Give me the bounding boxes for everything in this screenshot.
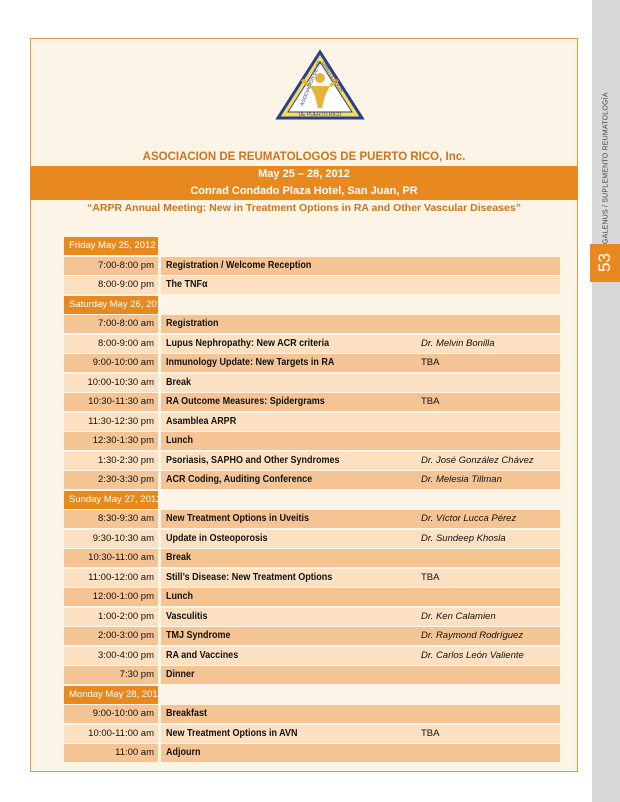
session-title: Update in Osteoporosis: [166, 532, 268, 544]
schedule-row: [64, 549, 560, 567]
day-label: Sunday May 27, 2012: [64, 491, 158, 509]
session-details: [161, 569, 560, 587]
meeting-subtitle: “ARPR Annual Meeting: New in Treatment Options in RA and Other Vascular Diseases”: [87, 202, 521, 214]
session-details: [161, 354, 560, 372]
session-title: New Treatment Options in Uveitis: [166, 513, 310, 524]
session-details: [161, 510, 560, 528]
organization-name: ASOCIACION DE REUMATOLOGOS DE PUERTO RICO, Inc.: [142, 151, 466, 163]
session-title: Break: [166, 376, 192, 388]
page-number: 53: [590, 244, 620, 282]
logo-arc-text: ASOCIACION DE REUMATOLOGOS: [299, 59, 345, 107]
session-details: [161, 666, 560, 684]
day-header: [64, 237, 560, 255]
schedule-row: [64, 432, 560, 450]
session-title: RA Outcome Measures: Spidergrams: [166, 396, 325, 407]
session-title: The TNFα: [166, 279, 208, 290]
session-time: 10:30-11:00 am: [64, 549, 158, 567]
session-time: 10:30-11:30 am: [64, 393, 158, 411]
session-speaker: Dr. Sundeep Khosla: [421, 532, 506, 544]
session-speaker: TBA: [421, 396, 440, 407]
schedule-row: [64, 608, 560, 626]
meeting-venue: Conrad Condado Plaza Hotel, San Juan, PR: [190, 185, 418, 197]
session-time: 9:00-10:00 am: [64, 354, 158, 372]
session-details: [161, 530, 560, 548]
logo-bottom-text: DE PUERTO RICO: [298, 112, 342, 118]
session-time: 10:00-11:00 am: [64, 725, 158, 743]
session-speaker: Dr. Víctor Lucca Pérez: [421, 513, 517, 524]
association-logo: [270, 48, 370, 132]
session-title: Lunch: [166, 435, 193, 446]
day-label: Friday May 25, 2012: [64, 237, 158, 255]
schedule-row: [64, 725, 560, 743]
session-title: Breakfast: [166, 708, 208, 719]
session-details: [161, 257, 560, 275]
session-speaker: TBA: [421, 571, 440, 583]
session-details: [161, 705, 560, 723]
schedule-row: [64, 471, 560, 489]
session-title: Vasculitis: [166, 610, 208, 622]
running-header: GALENUS / SUPLEMENTO REUMATOLOGÍA: [602, 92, 610, 244]
schedule-row: [64, 315, 560, 333]
session-details: [161, 725, 560, 743]
session-time: 7:00-8:00 pm: [64, 257, 158, 275]
session-details: [161, 432, 560, 450]
schedule-row: [64, 744, 560, 762]
session-title: Registration / Welcome Reception: [166, 259, 312, 271]
session-speaker: TBA: [421, 357, 440, 368]
session-time: 2:30-3:30 pm: [64, 471, 158, 489]
schedule-row: [64, 627, 560, 645]
schedule-row: [64, 705, 560, 723]
session-details: [161, 335, 560, 353]
session-time: 11:00 am: [64, 744, 158, 762]
schedule-row: [64, 588, 560, 606]
session-details: [161, 647, 560, 665]
session-speaker: Dr. Melvin Bonilla: [421, 337, 495, 349]
session-time: 10:00-10:30 am: [64, 374, 158, 392]
session-title: Dinner: [166, 669, 195, 680]
session-title: Break: [166, 552, 192, 563]
session-title: Registration: [166, 318, 219, 329]
schedule-row: [64, 413, 560, 431]
schedule-row: [64, 530, 560, 548]
session-details: [161, 471, 560, 489]
session-title: Asamblea ARPR: [166, 415, 237, 427]
session-title: ACR Coding, Auditing Conference: [166, 474, 313, 485]
session-title: Still’s Disease: New Treatment Options: [166, 571, 333, 583]
schedule-row: [64, 452, 560, 470]
session-details: [161, 315, 560, 333]
schedule-row: [64, 257, 560, 275]
session-time: 11:30-12:30 pm: [64, 413, 158, 431]
session-time: 9:30-10:30 am: [64, 530, 158, 548]
session-time: 8:30-9:30 am: [64, 510, 158, 528]
session-time: 3:00-4:00 pm: [64, 647, 158, 665]
schedule-row: [64, 354, 560, 372]
schedule-row: [64, 666, 560, 684]
day-header: [64, 296, 560, 314]
session-title: Adjourn: [166, 747, 201, 758]
day-label: Monday May 28, 2012: [64, 686, 158, 704]
session-time: 11:00-12:00 am: [64, 569, 158, 587]
schedule-row: [64, 647, 560, 665]
session-speaker: Dr. Carlos León Valiente: [421, 649, 524, 661]
session-details: [161, 374, 560, 392]
schedule-row: [64, 335, 560, 353]
session-details: [161, 744, 560, 762]
day-header: [64, 491, 560, 509]
session-title: Lunch: [166, 591, 193, 602]
session-speaker: Dr. Ken Calamien: [421, 610, 496, 622]
session-speaker: TBA: [421, 727, 440, 739]
session-title: New Treatment Options in AVN: [166, 727, 298, 739]
session-details: [161, 627, 560, 645]
session-speaker: Dr. Raymond Rodríguez: [421, 630, 524, 641]
schedule-row: [64, 276, 560, 294]
session-time: 8:00-9:00 am: [64, 335, 158, 353]
session-time: 12:30-1:30 pm: [64, 432, 158, 450]
day-label: Saturday May 26, 2012: [64, 296, 158, 314]
schedule-row: [64, 569, 560, 587]
session-title: TMJ Syndrome: [166, 630, 231, 641]
session-time: 7:30 pm: [64, 666, 158, 684]
session-details: [161, 276, 560, 294]
session-time: 8:00-9:00 pm: [64, 276, 158, 294]
schedule-row: [64, 374, 560, 392]
session-time: 12:00-1:00 pm: [64, 588, 158, 606]
session-time: 7:00-8:00 am: [64, 315, 158, 333]
schedule-row: [64, 510, 560, 528]
session-time: 2:00-3:00 pm: [64, 627, 158, 645]
session-title: Inmunology Update: New Targets in RA: [166, 357, 335, 368]
session-time: 1:30-2:30 pm: [64, 452, 158, 470]
session-time: 9:00-10:00 am: [64, 705, 158, 723]
session-details: [161, 549, 560, 567]
session-details: [161, 588, 560, 606]
schedule-table: [64, 237, 560, 764]
session-title: Psoriasis, SAPHO and Other Syndromes: [166, 454, 340, 466]
session-details: [161, 452, 560, 470]
session-title: RA and Vaccines: [166, 649, 239, 661]
session-speaker: Dr. Melesia Tillman: [421, 474, 502, 485]
session-details: [161, 608, 560, 626]
meeting-dates: May 25 – 28, 2012: [258, 168, 350, 180]
session-speaker: Dr. José González Chávez: [421, 454, 534, 466]
schedule-row: [64, 393, 560, 411]
session-details: [161, 413, 560, 431]
session-details: [161, 393, 560, 411]
day-header: [64, 686, 560, 704]
meeting-banner: [30, 166, 578, 200]
session-time: 1:00-2:00 pm: [64, 608, 158, 626]
session-title: Lupus Nephropathy: New ACR criteria: [166, 337, 330, 349]
